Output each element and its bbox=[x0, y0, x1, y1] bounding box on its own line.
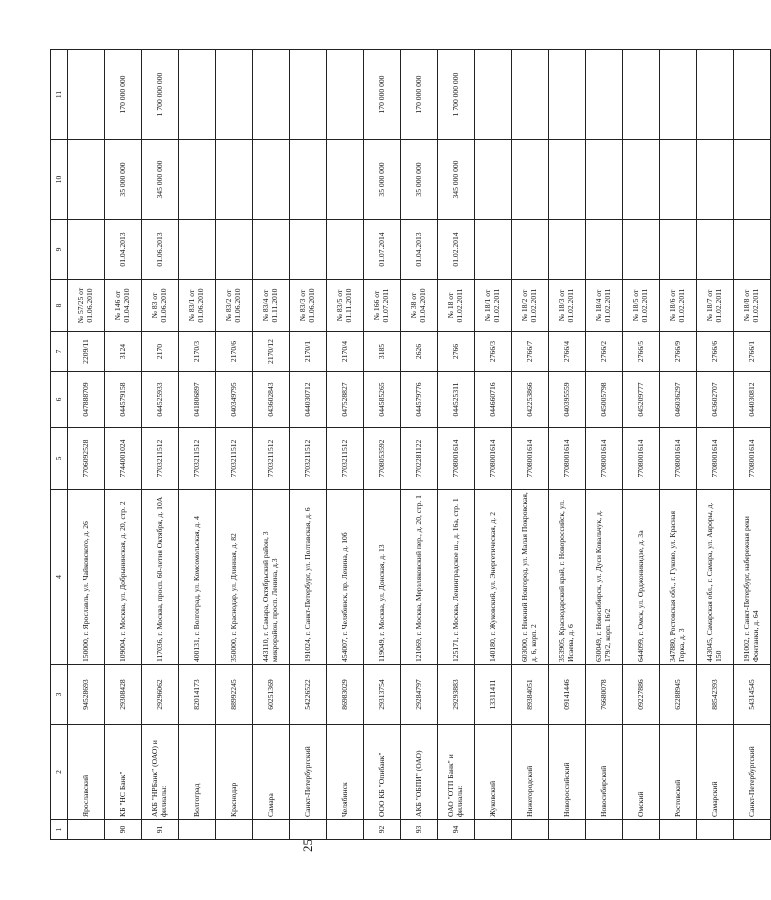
column-header: 3 bbox=[51, 665, 68, 725]
address: 121069, г. Москва, Мерзляковский пер., д. 20, стр. 1 bbox=[401, 490, 438, 665]
license-number: № 83/3 от 01.06.2010 bbox=[290, 280, 327, 332]
inn-code: 7706092528 bbox=[68, 428, 105, 490]
license-number: № 83/2 от 01.06.2010 bbox=[216, 280, 253, 332]
table-row bbox=[142, 50, 179, 840]
amount-cell bbox=[623, 140, 660, 220]
amount-cell bbox=[697, 140, 734, 220]
row-number bbox=[327, 820, 364, 840]
bik-code: 044030712 bbox=[290, 372, 327, 428]
bank-name: Нижегородский bbox=[512, 725, 549, 820]
limit-cell bbox=[475, 50, 512, 140]
address: 119049, г. Москва, ул. Донская, д. 13 bbox=[364, 490, 401, 665]
inn-code: 7702281122 bbox=[401, 428, 438, 490]
okpo-code: 29308428 bbox=[105, 665, 142, 725]
license-number: № 18/5 от 01.02.2011 bbox=[623, 280, 660, 332]
license-number: № 83 от 01.06.2010 bbox=[142, 280, 179, 332]
reg-number: 2766/2 bbox=[586, 332, 623, 372]
inn-code: 7708053592 bbox=[364, 428, 401, 490]
okpo-code: 54314545 bbox=[734, 665, 771, 725]
address: 454007, г. Челябинск, пр. Ленина, д. 10б bbox=[327, 490, 364, 665]
table-row bbox=[216, 50, 253, 840]
row-number bbox=[734, 820, 771, 840]
amount-cell bbox=[475, 140, 512, 220]
bank-name: ОАО "ОТП Банк" и филиалы: bbox=[438, 725, 475, 820]
inn-code: 7708001614 bbox=[734, 428, 771, 490]
reg-number: 2170/12 bbox=[253, 332, 290, 372]
row-number bbox=[290, 820, 327, 840]
bik-code: 044585265 bbox=[364, 372, 401, 428]
date-cell bbox=[216, 220, 253, 280]
row-number: 94 bbox=[438, 820, 475, 840]
bank-name: Санкт-Петербургский bbox=[734, 725, 771, 820]
bik-code: 042253866 bbox=[512, 372, 549, 428]
amount-cell: 345 000 000 bbox=[438, 140, 475, 220]
inn-code: 7703211512 bbox=[327, 428, 364, 490]
row-number bbox=[586, 820, 623, 840]
column-header: 11 bbox=[51, 50, 68, 140]
bik-code: 044525311 bbox=[438, 372, 475, 428]
bank-name: Ростовский bbox=[660, 725, 697, 820]
okpo-code: 29296062 bbox=[142, 665, 179, 725]
bank-name: Санкт-Петербургский bbox=[290, 725, 327, 820]
inn-code: 7708001614 bbox=[660, 428, 697, 490]
amount-cell bbox=[512, 140, 549, 220]
bik-code: 045005798 bbox=[586, 372, 623, 428]
address: 443110, г. Самара, Октябрьский район, 3 микрорайон, просп. Ленина, д.3 bbox=[253, 490, 290, 665]
amount-cell bbox=[253, 140, 290, 220]
amount-cell bbox=[327, 140, 364, 220]
table-row bbox=[68, 50, 105, 840]
license-number: № 18/8 от 01.02.2011 bbox=[734, 280, 771, 332]
license-number: № 18/3 от 01.02.2011 bbox=[549, 280, 586, 332]
amount-cell bbox=[734, 140, 771, 220]
limit-cell bbox=[290, 50, 327, 140]
okpo-code: 60251369 bbox=[253, 665, 290, 725]
okpo-code: 29284797 bbox=[401, 665, 438, 725]
date-cell: 01.07.2014 bbox=[364, 220, 401, 280]
table-row bbox=[327, 50, 364, 840]
okpo-code: 54226522 bbox=[290, 665, 327, 725]
row-number: 92 bbox=[364, 820, 401, 840]
address: 140180, г. Жуковский, ул. Энергетическая, д. 2 bbox=[475, 490, 512, 665]
okpo-code: 88542393 bbox=[697, 665, 734, 725]
table-row bbox=[697, 50, 734, 840]
amount-cell bbox=[216, 140, 253, 220]
address: 125171, г. Москва, Ленинградское ш., д. 16а, стр. 1 bbox=[438, 490, 475, 665]
table-row bbox=[660, 50, 697, 840]
column-header: 6 bbox=[51, 372, 68, 428]
table-row bbox=[623, 50, 660, 840]
date-cell: 01.02.2014 bbox=[438, 220, 475, 280]
limit-cell: 1 700 000 000 bbox=[142, 50, 179, 140]
license-number: № 38 от 01.04.2010 bbox=[401, 280, 438, 332]
date-cell bbox=[327, 220, 364, 280]
bank-name: Ярославский bbox=[68, 725, 105, 820]
reg-number: 2766/9 bbox=[660, 332, 697, 372]
inn-code: 7708001614 bbox=[512, 428, 549, 490]
date-cell bbox=[697, 220, 734, 280]
row-number bbox=[179, 820, 216, 840]
row-number bbox=[68, 820, 105, 840]
address: 353905, Краснодарский край, г. Новороссийск, ул. Исаева, д. 6 bbox=[549, 490, 586, 665]
row-number bbox=[660, 820, 697, 840]
bik-code: 044579158 bbox=[105, 372, 142, 428]
bank-name: Омский bbox=[623, 725, 660, 820]
table-row bbox=[586, 50, 623, 840]
bank-name: Новороссийский bbox=[549, 725, 586, 820]
amount-cell bbox=[586, 140, 623, 220]
amount-cell: 35 000 000 bbox=[364, 140, 401, 220]
bank-name: АКБ "НРБанк" (ОАО) и филиалы: bbox=[142, 725, 179, 820]
bank-name: Краснодар bbox=[216, 725, 253, 820]
bank-name: Самарский bbox=[697, 725, 734, 820]
limit-cell bbox=[216, 50, 253, 140]
license-number: № 18/2 от 01.02.2011 bbox=[512, 280, 549, 332]
table-row bbox=[179, 50, 216, 840]
reg-number: 2766/7 bbox=[512, 332, 549, 372]
row-number bbox=[475, 820, 512, 840]
license-number: № 18/6 от 01.02.2011 bbox=[660, 280, 697, 332]
inn-code: 7703211512 bbox=[290, 428, 327, 490]
license-number: № 18/4 от 01.02.2011 bbox=[586, 280, 623, 332]
reg-number: 2209/11 bbox=[68, 332, 105, 372]
limit-cell bbox=[734, 50, 771, 140]
bank-registry-table bbox=[50, 49, 771, 840]
inn-code: 7708001614 bbox=[475, 428, 512, 490]
table-row bbox=[253, 50, 290, 840]
limit-cell: 170 000 000 bbox=[401, 50, 438, 140]
header-row bbox=[51, 50, 68, 840]
reg-number: 2170/4 bbox=[327, 332, 364, 372]
column-header: 8 bbox=[51, 280, 68, 332]
address: 191024, г. Санкт-Петербург, ул. Полтавская, д. 6 bbox=[290, 490, 327, 665]
address: 109004, г. Москва, ул. Добрынинская, д. 20, стр. 2 bbox=[105, 490, 142, 665]
amount-cell bbox=[660, 140, 697, 220]
date-cell bbox=[660, 220, 697, 280]
table-row bbox=[475, 50, 512, 840]
bank-name: Самара bbox=[253, 725, 290, 820]
date-cell bbox=[68, 220, 105, 280]
reg-number: 2766/3 bbox=[475, 332, 512, 372]
license-number: № 57/25 от 01.06.2010 bbox=[68, 280, 105, 332]
inn-code: 7708001614 bbox=[586, 428, 623, 490]
license-number: № 18 от 01.02.2011 bbox=[438, 280, 475, 332]
bik-code: 047528827 bbox=[327, 372, 364, 428]
bik-code: 043602843 bbox=[253, 372, 290, 428]
bank-name: Волгоград bbox=[179, 725, 216, 820]
reg-number: 3124 bbox=[105, 332, 142, 372]
row-number bbox=[512, 820, 549, 840]
reg-number: 2766 bbox=[438, 332, 475, 372]
inn-code: 7703211512 bbox=[179, 428, 216, 490]
row-number bbox=[697, 820, 734, 840]
bank-name: АКБ "ОБПИ" (ОАО) bbox=[401, 725, 438, 820]
table-row bbox=[290, 50, 327, 840]
address: 150000, г. Ярославль, ул. Чайковского, д. 26 bbox=[68, 490, 105, 665]
inn-code: 7708001614 bbox=[697, 428, 734, 490]
bik-code: 046036297 bbox=[660, 372, 697, 428]
bik-code: 043602707 bbox=[697, 372, 734, 428]
okpo-code: 89384051 bbox=[512, 665, 549, 725]
amount-cell bbox=[290, 140, 327, 220]
amount-cell: 345 000 000 bbox=[142, 140, 179, 220]
limit-cell: 1 700 000 000 bbox=[438, 50, 475, 140]
okpo-code: 29313754 bbox=[364, 665, 401, 725]
table-row bbox=[364, 50, 401, 840]
reg-number: 3185 bbox=[364, 332, 401, 372]
address: 630049, г. Новосибирск, ул. Дуси Ковальчук, д. 179/2, корп. 16/2 bbox=[586, 490, 623, 665]
amount-cell bbox=[549, 140, 586, 220]
limit-cell bbox=[179, 50, 216, 140]
table-row bbox=[401, 50, 438, 840]
reg-number: 2170/3 bbox=[179, 332, 216, 372]
bik-code: 047888709 bbox=[68, 372, 105, 428]
table-row bbox=[734, 50, 771, 840]
bik-code: 045209777 bbox=[623, 372, 660, 428]
column-header: 10 bbox=[51, 140, 68, 220]
bank-name: КБ "НС Банк" bbox=[105, 725, 142, 820]
license-number: № 83/5 от 01.11.2010 bbox=[327, 280, 364, 332]
date-cell: 01.06.2013 bbox=[142, 220, 179, 280]
okpo-code: 29293883 bbox=[438, 665, 475, 725]
table-row bbox=[438, 50, 475, 840]
table-row bbox=[512, 50, 549, 840]
reg-number: 2170/1 bbox=[290, 332, 327, 372]
row-number bbox=[623, 820, 660, 840]
column-header: 9 bbox=[51, 220, 68, 280]
address: 347880, Ростовская обл., г. Гуково, ул. Красная Горка, д. 3 bbox=[660, 490, 697, 665]
inn-code: 7708001614 bbox=[623, 428, 660, 490]
reg-number: 2170 bbox=[142, 332, 179, 372]
okpo-code: 86983029 bbox=[327, 665, 364, 725]
license-number: № 83/1 от 01.06.2010 bbox=[179, 280, 216, 332]
date-cell bbox=[734, 220, 771, 280]
row-number: 90 bbox=[105, 820, 142, 840]
limit-cell bbox=[586, 50, 623, 140]
okpo-code: 94528693 bbox=[68, 665, 105, 725]
limit-cell bbox=[697, 50, 734, 140]
address: 443045, Самарская обл., г. Самара, ул. Авроры, д. 150 bbox=[697, 490, 734, 665]
date-cell: 01.04.2013 bbox=[401, 220, 438, 280]
bik-code: 041806897 bbox=[179, 372, 216, 428]
table-row bbox=[105, 50, 142, 840]
rotated-table-container bbox=[50, 50, 760, 840]
okpo-code: 76680078 bbox=[586, 665, 623, 725]
okpo-code: 09141446 bbox=[549, 665, 586, 725]
bank-name: Новосибирский bbox=[586, 725, 623, 820]
bank-name: Жуковский bbox=[475, 725, 512, 820]
limit-cell bbox=[253, 50, 290, 140]
date-cell bbox=[253, 220, 290, 280]
address: 644099, г. Омск, ул. Орджоникидзе, д. 3а bbox=[623, 490, 660, 665]
column-header: 1 bbox=[51, 820, 68, 840]
address: 191002, г. Санкт-Петербург, набережная реки Фонтанки, д. 64 bbox=[734, 490, 771, 665]
bik-code: 040395559 bbox=[549, 372, 586, 428]
bik-code: 044579776 bbox=[401, 372, 438, 428]
limit-cell bbox=[549, 50, 586, 140]
date-cell bbox=[512, 220, 549, 280]
reg-number: 2766/4 bbox=[549, 332, 586, 372]
bank-name: ООО КБ "Опнбанк" bbox=[364, 725, 401, 820]
license-number: № 18/7 от 01.02.2011 bbox=[697, 280, 734, 332]
license-number: № 18/1 от 01.02.2011 bbox=[475, 280, 512, 332]
bik-code: 044525933 bbox=[142, 372, 179, 428]
license-number: № 146 от 01.04.2010 bbox=[105, 280, 142, 332]
column-header: 7 bbox=[51, 332, 68, 372]
limit-cell: 170 000 000 bbox=[364, 50, 401, 140]
row-number bbox=[549, 820, 586, 840]
table-row bbox=[549, 50, 586, 840]
date-cell bbox=[475, 220, 512, 280]
row-number bbox=[216, 820, 253, 840]
table-body bbox=[51, 50, 771, 840]
okpo-code: 88992245 bbox=[216, 665, 253, 725]
row-number: 93 bbox=[401, 820, 438, 840]
okpo-code: 09227886 bbox=[623, 665, 660, 725]
amount-cell: 35 000 000 bbox=[105, 140, 142, 220]
inn-code: 7708001614 bbox=[438, 428, 475, 490]
address: 350000, г. Краснодар, ул. Длинная, д. 82 bbox=[216, 490, 253, 665]
date-cell bbox=[586, 220, 623, 280]
date-cell: 01.04.2013 bbox=[105, 220, 142, 280]
row-number bbox=[253, 820, 290, 840]
inn-code: 7703211512 bbox=[216, 428, 253, 490]
limit-cell: 170 000 000 bbox=[105, 50, 142, 140]
license-number: № 83/4 от 01.11.2010 bbox=[253, 280, 290, 332]
reg-number: 2170/6 bbox=[216, 332, 253, 372]
bik-code: 044030812 bbox=[734, 372, 771, 428]
amount-cell bbox=[179, 140, 216, 220]
okpo-code: 62288945 bbox=[660, 665, 697, 725]
okpo-code: 13311411 bbox=[475, 665, 512, 725]
limit-cell bbox=[623, 50, 660, 140]
date-cell bbox=[549, 220, 586, 280]
amount-cell bbox=[68, 140, 105, 220]
limit-cell bbox=[327, 50, 364, 140]
reg-number: 2766/6 bbox=[697, 332, 734, 372]
bik-code: 040349795 bbox=[216, 372, 253, 428]
column-header: 4 bbox=[51, 490, 68, 665]
limit-cell bbox=[68, 50, 105, 140]
license-number: № 166 от 01.07.2011 bbox=[364, 280, 401, 332]
address: 117036, г. Москва, просп. 60-летия Октября, д. 10А bbox=[142, 490, 179, 665]
inn-code: 7744001024 bbox=[105, 428, 142, 490]
inn-code: 7708001614 bbox=[549, 428, 586, 490]
inn-code: 7703211512 bbox=[142, 428, 179, 490]
limit-cell bbox=[512, 50, 549, 140]
bik-code: 044660716 bbox=[475, 372, 512, 428]
date-cell bbox=[290, 220, 327, 280]
address: 603000, г. Нижний Новгород, ул. Малая Покровская, д. 6, корп. 2 bbox=[512, 490, 549, 665]
reg-number: 2626 bbox=[401, 332, 438, 372]
inn-code: 7703211512 bbox=[253, 428, 290, 490]
date-cell bbox=[623, 220, 660, 280]
column-header: 2 bbox=[51, 725, 68, 820]
limit-cell bbox=[660, 50, 697, 140]
date-cell bbox=[179, 220, 216, 280]
okpo-code: 82014173 bbox=[179, 665, 216, 725]
column-header: 5 bbox=[51, 428, 68, 490]
address: 400131, г. Волгоград, ул. Комсомольская, д. 4 bbox=[179, 490, 216, 665]
row-number: 91 bbox=[142, 820, 179, 840]
reg-number: 2766/1 bbox=[734, 332, 771, 372]
reg-number: 2766/5 bbox=[623, 332, 660, 372]
amount-cell: 35 000 000 bbox=[401, 140, 438, 220]
bank-name: Челябинск bbox=[327, 725, 364, 820]
page-number: 25 bbox=[300, 839, 315, 852]
